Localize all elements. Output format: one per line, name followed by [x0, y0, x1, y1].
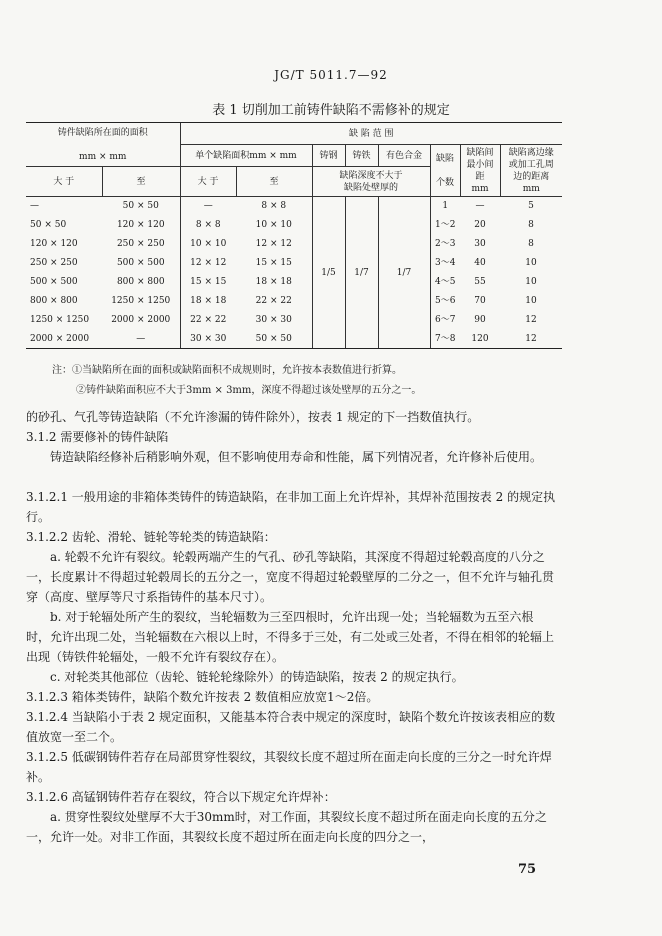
page-number: 75 — [518, 862, 537, 877]
table-cell: — — [30, 201, 39, 212]
count-header: 缺陷 个数 — [430, 145, 460, 197]
depth-header: 缺陷深度不大于 缺陷处壁厚的 — [312, 167, 430, 197]
table-cell: 8 — [528, 239, 534, 249]
table-cell: 120 — [460, 330, 500, 349]
table-cell: 55 — [474, 277, 486, 287]
table-cell: 3～4 — [430, 254, 460, 273]
table-cell: 800 × 800 — [30, 296, 78, 306]
section-3-1-2-1: 3.1.2.1 一般用途的非箱体类铸件的铸造缺陷，在非加工面上允许焊补，其焊补范围按表 2 的规定执行。 — [26, 490, 556, 524]
table-cell: 250 × 250 — [30, 258, 78, 268]
note-1: 注：①当缺陷所在面的面积或缺陷面积不成规则时，允许按本表数值进行折算。 — [52, 365, 402, 376]
table-cell: 1～2 — [430, 216, 460, 235]
table-cell: 15 × 15 — [180, 273, 236, 292]
table-cell: 22 × 22 — [255, 296, 292, 306]
table-cell: 7～8 — [430, 330, 460, 349]
spacing-header: 缺陷间 最小间 距 mm — [460, 145, 500, 197]
single-upto-header: 至 — [236, 167, 312, 197]
item-b-spoke: b. 对于轮辐处所产生的裂纹，当轮辐数为三至四根时，允许出现一处；当轮辐数为五至六根时，允许出现二处，当轮辐数在六根以上时，不得多于三处，有二处或三处者，不得在相邻的轮辐上出现（铸铁件轮辐处，一般不允许有裂纹存在）。 — [26, 610, 555, 664]
table-row — [26, 254, 562, 273]
table-cell: 50 × 50 — [236, 330, 312, 349]
table-cell: 500 × 500 — [116, 258, 165, 268]
table-cell: 50 × 50 — [122, 201, 159, 212]
table-row — [26, 292, 562, 311]
table-cell: 500 × 500 — [30, 277, 78, 287]
section-3-1-2-4: 3.1.2.4 当缺陷小于表 2 规定面积，又能基本符合表中规定的深度时，缺陷个数允许按该表相应的数值放宽一至二个。 — [26, 710, 556, 744]
table-cell: 12 — [500, 330, 562, 349]
section-3-1-2-2: 3.1.2.2 齿轮、滑轮、链轮等轮类的铸造缺陷： — [26, 530, 276, 544]
table-cell: 22 × 22 — [180, 311, 236, 330]
table-cell: 2000 × 2000 — [111, 315, 171, 325]
table-cell: 2～3 — [430, 235, 460, 254]
table-row — [26, 216, 562, 235]
table-cell: — — [180, 197, 236, 216]
table-cell: 50 × 50 — [30, 220, 67, 230]
table-cell: 1/5 — [312, 197, 345, 349]
table-cell: — — [102, 330, 180, 349]
table-cell: 5 — [528, 201, 534, 212]
area-upto-header: 至 — [102, 167, 180, 197]
item-a-hub: a. 轮毂不允许有裂纹。轮毂两端产生的气孔、砂孔等缺陷，其深度不得超过轮毂高度的八分之一，长度累计不得超过轮毂周长的五分之一，宽度不得超过轮毂壁厚的二分之一，但不允许与轴孔贯穿（高度、壁厚等尺寸系指铸件的基本尺寸）。 — [26, 550, 555, 604]
table-cell: 120 × 120 — [116, 220, 165, 230]
table-cell: 1/7 — [345, 197, 378, 349]
table-cell: — — [475, 201, 485, 212]
section-3-1-2-5: 3.1.2.5 低碳钢铸件若存在局部贯穿性裂纹，其裂纹长度不超过所在面走向长度的三分之一时允许焊补。 — [26, 750, 552, 784]
table-cell: 10 — [525, 277, 537, 287]
table-cell: 1 — [430, 197, 460, 216]
table-cell: 18 × 18 — [180, 292, 236, 311]
table-title: 表 1 切削加工前铸件缺陷不需修补的规定 — [212, 103, 450, 118]
table-cell: 10 — [525, 258, 537, 268]
paragraph-3-1-2: 铸造缺陷经修补后稍影响外观，但不影响使用寿命和性能，属下列情况者，允许修补后使用。 — [50, 450, 543, 464]
table-cell: 12 — [525, 315, 537, 325]
table-cell: 120 × 120 — [30, 239, 78, 249]
running-header: JG/T 5011.7—92 — [274, 68, 388, 82]
table-row — [26, 197, 562, 216]
table-cell: 12 × 12 — [255, 239, 292, 249]
table-cell: 30 × 30 — [255, 315, 292, 325]
area-greater-header: 大 于 — [26, 167, 102, 197]
single-area-header: 单个缺陷面积mm × mm — [180, 145, 312, 167]
table-cell: 2000 × 2000 — [26, 330, 102, 349]
table-cell: 10 × 10 — [180, 235, 236, 254]
paragraph-continuation: 的砂孔、气孔等铸造缺陷（不允许渗漏的铸件除外），按表 1 规定的下一挡数值执行。 — [26, 410, 480, 424]
cast-steel-header: 铸钢 — [312, 145, 345, 167]
table-cell: 30 — [474, 239, 486, 249]
table-cell: 15 × 15 — [255, 258, 292, 268]
table-cell: 90 — [474, 315, 486, 325]
table-cell: 40 — [474, 258, 486, 268]
section-3-1-2-6: 3.1.2.6 高锰钢铸件若存在裂纹，符合以下规定允许焊补： — [26, 790, 336, 804]
table-cell: 12 × 12 — [180, 254, 236, 273]
range-header: 缺 陷 范 围 — [180, 123, 562, 145]
table-cell: 20 — [474, 220, 486, 230]
table-cell: 10 — [525, 296, 537, 306]
table-body — [26, 197, 562, 349]
edge-distance-header: 缺陷离边缘 或加工孔周 边的距离 mm — [500, 145, 562, 197]
section-3-1-2-heading: 3.1.2 需要修补的铸件缺陷 — [26, 430, 169, 444]
table-row — [26, 273, 562, 292]
table-cell: 1250 × 1250 — [111, 296, 171, 306]
table-cell: 4～5 — [430, 273, 460, 292]
item-a-crack: a. 贯穿性裂纹处壁厚不大于30mm时，对工作面，其裂纹长度不超过所在面走向长度的五分之一，允许一处。对非工作面，其裂纹长度不超过所在面走向长度的四分之一， — [26, 810, 547, 844]
table-cell: 10 × 10 — [255, 220, 292, 230]
cast-iron-header: 铸铁 — [345, 145, 378, 167]
table-cell: 800 × 800 — [116, 277, 165, 287]
table-cell: 8 — [528, 220, 534, 230]
table-cell: 1/7 — [378, 197, 430, 349]
table-cell: 8 × 8 — [180, 216, 236, 235]
nonferrous-header: 有色合金 — [378, 145, 430, 167]
table-cell: 8 × 8 — [261, 201, 287, 212]
defect-table — [26, 122, 562, 349]
table-cell: 6～7 — [430, 311, 460, 330]
table-row — [26, 311, 562, 330]
table-cell: 250 × 250 — [116, 239, 165, 249]
table-cell: 18 × 18 — [255, 277, 292, 287]
note-2: ②铸件缺陷面积应不大于3mm × 3mm，深度不得超过该处壁厚的五分之一。 — [76, 385, 422, 396]
section-3-1-2-3: 3.1.2.3 箱体类铸件，缺陷个数允许按表 2 数值相应放宽1～2倍。 — [26, 690, 379, 704]
area-header: 铸件缺陷所在面的面积 mm × mm — [26, 123, 180, 167]
table-cell: 1250 × 1250 — [30, 315, 90, 325]
table-cell: 5～6 — [430, 292, 460, 311]
table-row — [26, 330, 562, 349]
item-c-other: c. 对轮类其他部位（齿轮、链轮轮缘除外）的铸造缺陷，按表 2 的规定执行。 — [50, 670, 464, 684]
single-greater-header: 大 于 — [180, 167, 236, 197]
table-row — [26, 235, 562, 254]
table-cell: 30 × 30 — [180, 330, 236, 349]
table-cell: 70 — [474, 296, 486, 306]
